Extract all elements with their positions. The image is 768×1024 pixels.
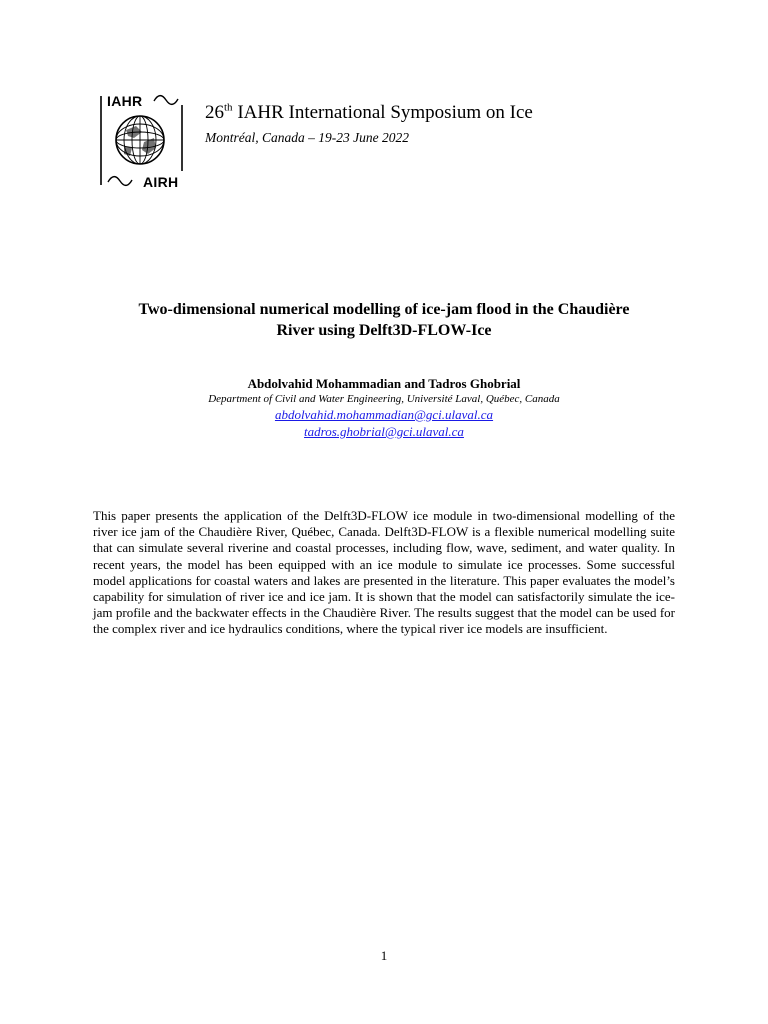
symposium-venue: Montréal, Canada – 19-23 June 2022: [205, 130, 409, 145]
email-link-ghobrial[interactable]: tadros.ghobrial@gci.ulaval.ca: [304, 424, 464, 439]
authors: Abdolvahid Mohammadian and Tadros Ghobrial: [247, 376, 521, 391]
symposium-name: IAHR International Symposium on Ice: [237, 102, 533, 123]
wave-icon: [154, 96, 178, 105]
globe-icon: [116, 116, 164, 164]
symposium-ordinal-suffix: th: [224, 101, 233, 114]
paper-title-line-1: Two-dimensional numerical modelling of ice-jam flood in the Chaudière: [138, 301, 630, 318]
affiliation: Department of Civil and Water Engineering, Université Laval, Québec, Canada: [208, 393, 560, 405]
paper-title-line-2: River using Delft3D-FLOW-Ice: [276, 322, 492, 339]
page-number: 1: [380, 948, 388, 963]
iahr-logo: [96, 93, 188, 193]
logo-text-iahr: IAHR: [107, 93, 143, 109]
symposium-ordinal: 26: [205, 102, 224, 123]
email-link-mohammadian[interactable]: abdolvahid.mohammadian@gci.ulaval.ca: [274, 407, 494, 422]
wave-icon: [108, 177, 132, 186]
symposium-title: [205, 103, 533, 122]
abstract-paragraph: This paper presents the application of the Delft3D-FLOW ice module in two-dimensional modelling of the river ice jam of the Chaudière River, Québec, Canada. Delft3D-FLOW is a flexible numerical modelling suite that can simulate several riverine and coastal processes, including flow, wave, sediment, and water quality. In recent years, the model has been equipped with an ice module to simulate ice processes. Some successful model applications for coastal waters and lakes are presented in the literature. This paper evaluates the model’s capability for simulation of river ice and ice jam. It is shown that the model can satisfactorily simulate the ice-jam profile and the backwater effects in the Chaudière River. The results suggest that the model can be used for the complex river and ice hydraulics conditions, where the typical river ice models are insufficient.: [93, 508, 675, 637]
logo-text-airh: AIRH: [143, 174, 179, 190]
paper-title: [90, 299, 678, 341]
